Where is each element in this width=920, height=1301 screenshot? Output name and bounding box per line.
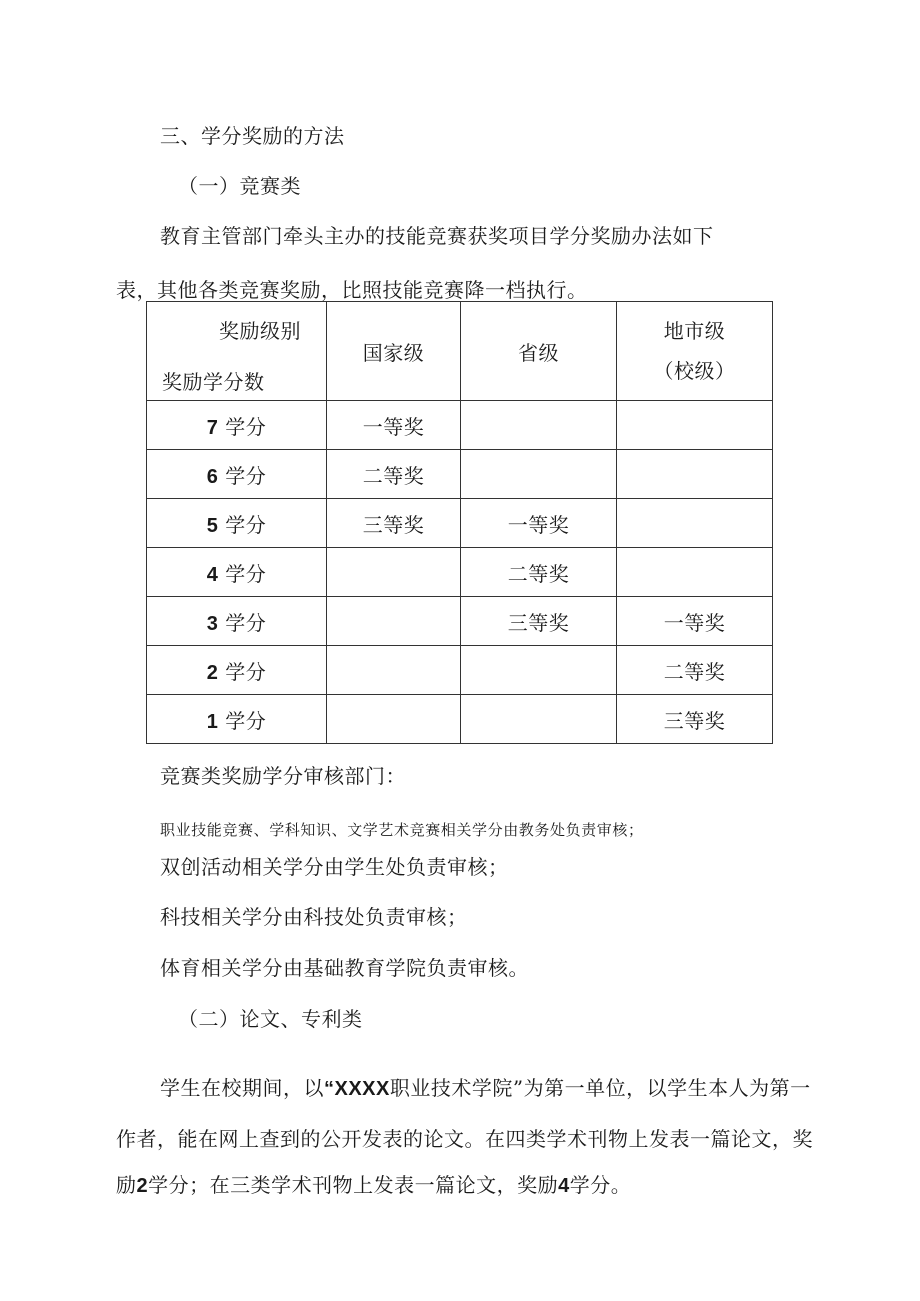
review-item-competition: 职业技能竞赛、学科知识、文学艺术竞赛相关学分由教务处负责审核； [160, 821, 644, 839]
award-credit-table [146, 301, 773, 744]
table-row [147, 450, 773, 499]
corner-label-credit-count: 奖励学分数 [162, 370, 265, 394]
table-row [147, 401, 773, 450]
table-row [147, 597, 773, 646]
header-national: 国家级 [327, 302, 461, 401]
review-heading: 竞赛类奖励学分审核部门： [160, 764, 406, 788]
national-cell: 一等奖 [327, 401, 461, 450]
city-cell: 三等奖 [617, 695, 773, 744]
provincial-cell: 二等奖 [461, 548, 617, 597]
table-row [147, 548, 773, 597]
header-city-line-1: 地市级 [663, 319, 726, 343]
subsection-competition-title: （一）竞赛类 [178, 174, 301, 198]
table-header-row [147, 302, 773, 401]
table-row [147, 646, 773, 695]
table-row [147, 695, 773, 744]
credit-cell: 3 学分 [147, 597, 327, 646]
provincial-cell [461, 450, 617, 499]
city-cell [617, 401, 773, 450]
city-cell [617, 548, 773, 597]
credit-cell: 1 学分 [147, 695, 327, 744]
credit-cell: 7 学分 [147, 401, 327, 450]
section-title: 三、学分奖励的方法 [160, 124, 345, 148]
header-provincial: 省级 [461, 302, 617, 401]
credit-cell: 5 学分 [147, 499, 327, 548]
review-item-technology: 科技相关学分由科技处负责审核； [160, 905, 468, 929]
national-cell [327, 695, 461, 744]
provincial-cell: 三等奖 [461, 597, 617, 646]
header-city [617, 302, 773, 401]
national-cell [327, 646, 461, 695]
review-item-innovation: 双创活动相关学分由学生处负责审核； [160, 855, 509, 879]
national-cell: 二等奖 [327, 450, 461, 499]
credit-cell: 6 学分 [147, 450, 327, 499]
review-item-sports: 体育相关学分由基础教育学院负责审核。 [160, 956, 529, 980]
credit-cell: 4 学分 [147, 548, 327, 597]
header-city-line-2: （校级） [653, 359, 736, 383]
national-cell: 三等奖 [327, 499, 461, 548]
paper-paragraph-line-2: 作者，能在网上查到的公开发表的论文。在四类学术刊物上发表一篇论文，奖 [116, 1127, 813, 1151]
credit-cell: 2 学分 [147, 646, 327, 695]
provincial-cell [461, 695, 617, 744]
city-cell [617, 499, 773, 548]
provincial-cell [461, 401, 617, 450]
intro-paragraph-line-1: 教育主管部门牵头主办的技能竞赛获奖项目学分奖励办法如下 [160, 224, 714, 248]
city-cell [617, 450, 773, 499]
intro-paragraph-line-2: 表，其他各类竞赛奖励，比照技能竞赛降一档执行。 [116, 278, 588, 302]
provincial-cell [461, 646, 617, 695]
school-code: XXXX [334, 1078, 390, 1100]
subsection-paper-patent-title: （二）论文、专利类 [178, 1007, 363, 1031]
city-cell: 一等奖 [617, 597, 773, 646]
corner-label-award-level: 奖励级别 [219, 319, 301, 343]
paper-paragraph-line-1: 学生在校期间，以“XXXX职业技术学院”为第一单位，以学生本人为第一 [160, 1076, 811, 1100]
table-row [147, 499, 773, 548]
paper-paragraph-line-3: 励2学分；在三类学术刊物上发表一篇论文，奖励4学分。 [116, 1173, 632, 1197]
provincial-cell: 一等奖 [461, 499, 617, 548]
national-cell [327, 548, 461, 597]
national-cell [327, 597, 461, 646]
city-cell: 二等奖 [617, 646, 773, 695]
table-corner-cell [147, 302, 327, 401]
